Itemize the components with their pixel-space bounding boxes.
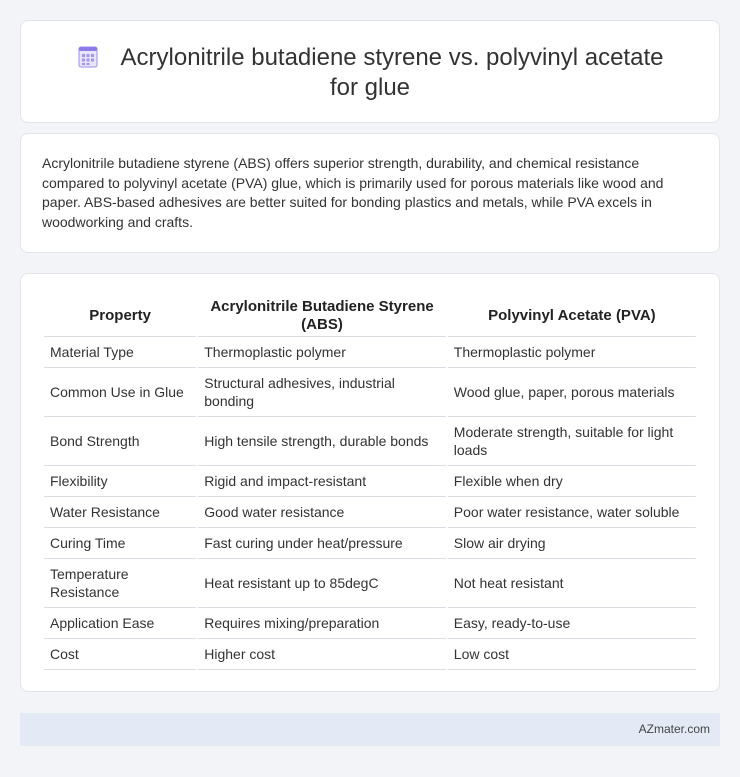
table-row (44, 608, 696, 639)
cell-property: Material Type (44, 337, 196, 368)
page-title-wrap (21, 43, 719, 103)
cell-property: Water Resistance (44, 497, 196, 528)
cell-pva: Wood glue, paper, porous materials (448, 368, 696, 417)
cell-abs: Rigid and impact-resistant (198, 466, 446, 497)
cell-abs: Structural adhesives, industrial bonding (198, 368, 446, 417)
page-title: Acrylonitrile butadiene styrene vs. polyvinyl acetate for glue (120, 44, 664, 101)
cell-property: Application Ease (44, 608, 196, 639)
cell-pva: Poor water resistance, water soluble (448, 497, 696, 528)
cell-abs: Heat resistant up to 85degC (198, 559, 446, 608)
cell-abs: Thermoplastic polymer (198, 337, 446, 368)
table-row (44, 559, 696, 608)
table-header-row (44, 294, 696, 337)
table-row (44, 639, 696, 670)
footer-bar (20, 713, 720, 746)
cell-pva: Slow air drying (448, 528, 696, 559)
header-pva: Polyvinyl Acetate (PVA) (448, 294, 696, 337)
cell-pva: Low cost (448, 639, 696, 670)
table-row (44, 368, 696, 417)
summary-text: Acrylonitrile butadiene styrene (ABS) offers superior strength, durability, and chemical resistance compared to polyvinyl acetate (PVA) glue, which is primarily used for porous materials like wood and paper. ABS-based adhesives are better suited for bonding plastics and metals, while PVA excels in woodworking and crafts. (42, 155, 664, 230)
document-grid-icon (77, 46, 99, 68)
comparison-card (20, 273, 720, 692)
cell-property: Cost (44, 639, 196, 670)
cell-abs: Good water resistance (198, 497, 446, 528)
cell-pva: Thermoplastic polymer (448, 337, 696, 368)
cell-property: Curing Time (44, 528, 196, 559)
summary-card (20, 133, 720, 253)
table-row (44, 497, 696, 528)
cell-abs: High tensile strength, durable bonds (198, 417, 446, 466)
table-row (44, 337, 696, 368)
comparison-table (42, 294, 698, 670)
title-card (20, 20, 720, 123)
cell-property: Common Use in Glue (44, 368, 196, 417)
table-row (44, 528, 696, 559)
cell-pva: Moderate strength, suitable for light loads (448, 417, 696, 466)
cell-abs: Fast curing under heat/pressure (198, 528, 446, 559)
header-property: Property (44, 294, 196, 337)
cell-pva: Flexible when dry (448, 466, 696, 497)
cell-pva: Easy, ready-to-use (448, 608, 696, 639)
table-row (44, 466, 696, 497)
table-row (44, 417, 696, 466)
cell-pva: Not heat resistant (448, 559, 696, 608)
cell-property: Flexibility (44, 466, 196, 497)
footer-brand[interactable]: AZmater.com (638, 722, 710, 736)
cell-abs: Higher cost (198, 639, 446, 670)
cell-property: Temperature Resistance (44, 559, 196, 608)
cell-abs: Requires mixing/preparation (198, 608, 446, 639)
cell-property: Bond Strength (44, 417, 196, 466)
header-abs: Acrylonitrile Butadiene Styrene (ABS) (198, 294, 446, 337)
